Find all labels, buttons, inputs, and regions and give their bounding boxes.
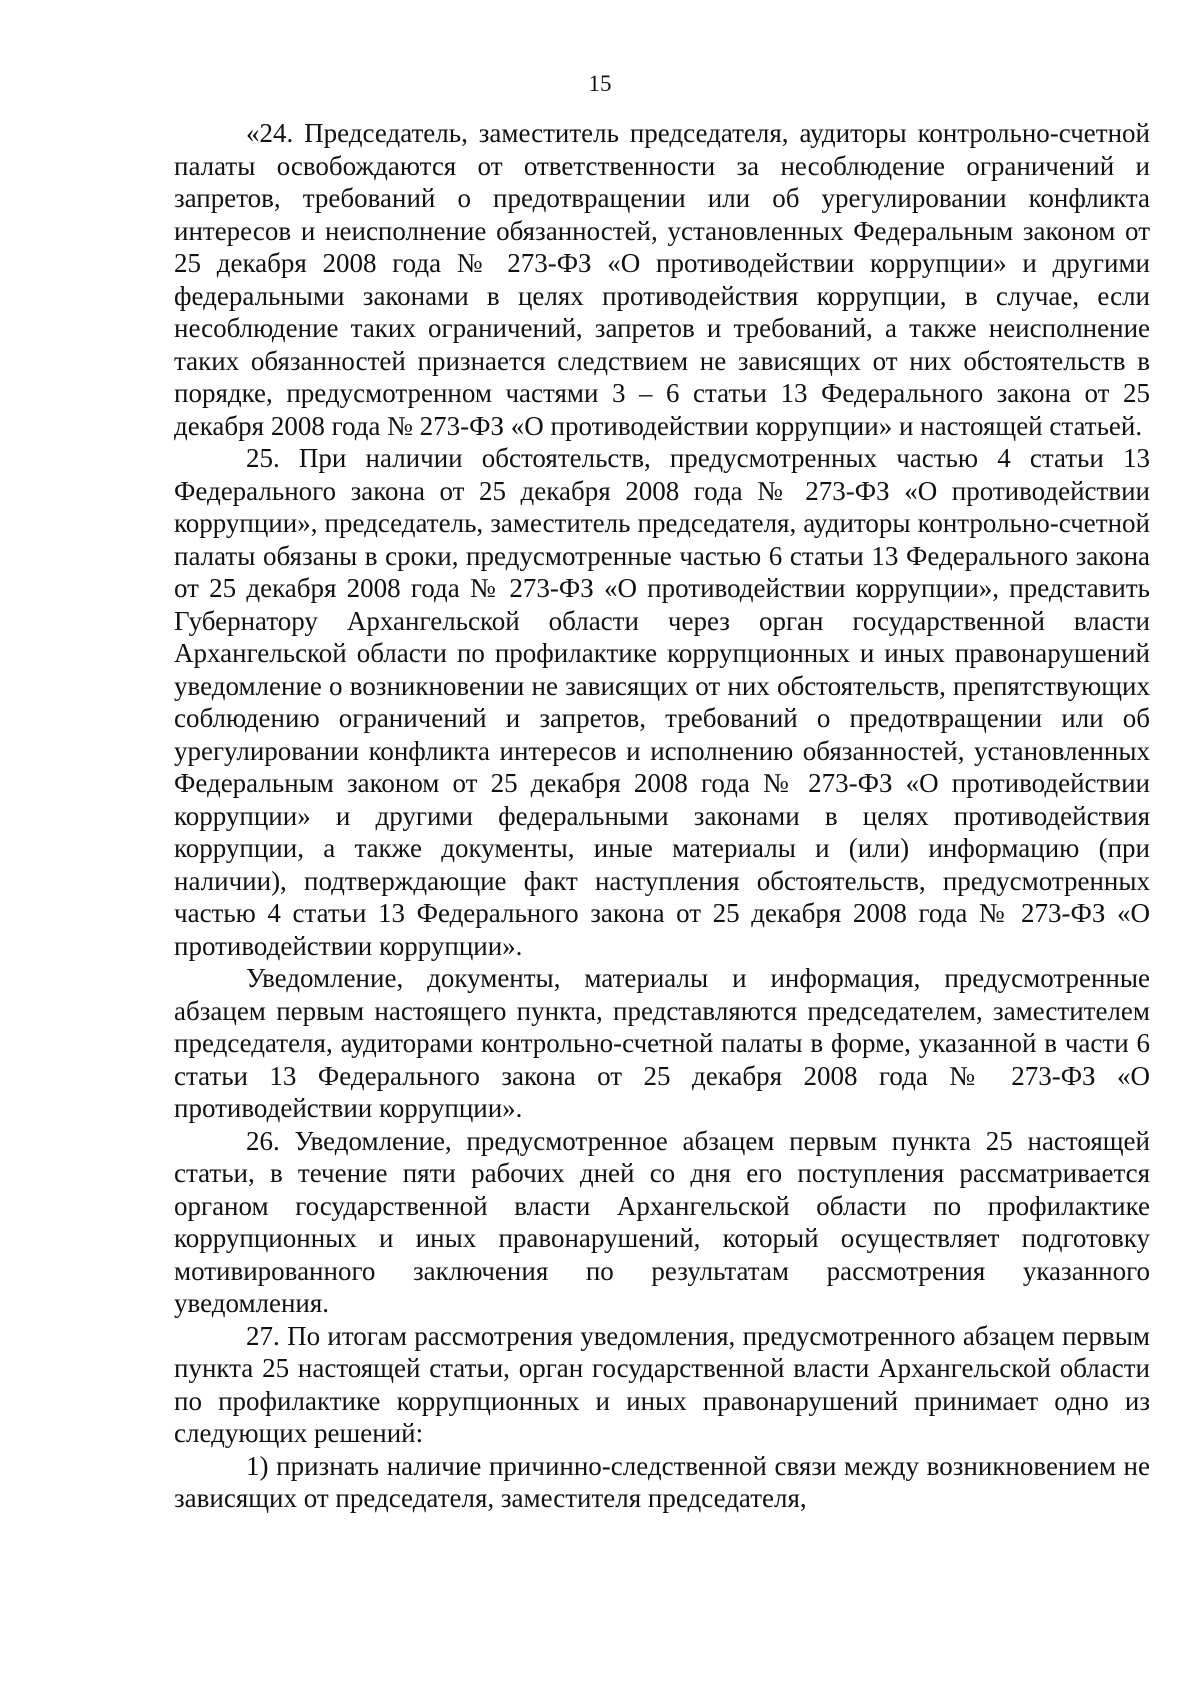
paragraph-item-26: 26. Уведомление, предусмотренное абзацем первым пункта 25 настоящей статьи, в течение пяти рабочих дней со дня его поступления рассматривается органом государственной власти Архангельской области по профилактике коррупционных и иных правонарушений, который осуществляет подготовку мотивированного заключения по результатам рассмотрения указанного уведомления.: [174, 1125, 1150, 1318]
document-body: [174, 117, 1150, 1515]
paragraph-subitem-1: 1) признать наличие причинно-следственной связи между возникновением не зависящих от председателя, заместителя председателя,: [174, 1450, 1150, 1513]
page-number: 15: [588, 71, 612, 96]
paragraph-item-25: 25. При наличии обстоятельств, предусмотренных частью 4 статьи 13 Федерального закона от 25 декабря 2008 года № 273-ФЗ «О противодействии коррупции», председатель, заместитель председателя, аудиторы контрольно-счетной палаты обязаны в сроки, предусмотренные частью 6 статьи 13 Федерального закона от 25 декабря 2008 года № 273-ФЗ «О противодействии коррупции», представить Губернатору Архангельской области через орган государственной власти Архангельской области по профилактике коррупционных и иных правонарушений уведомление о возникновении не зависящих от них обстоятельств, препятствующих соблюдению ограничений и запретов, требований о предотвращении или об урегулировании конфликта интересов и исполнению обязанностей, установленных Федеральным законом от 25 декабря 2008 года № 273-ФЗ «О противодействии коррупции» и другими федеральными законами в целях противодействия коррупции, а также документы, иные материалы и (или) информацию (при наличии), подтверждающие факт наступления обстоятельств, предусмотренных частью 4 статьи 13 Федерального закона от 25 декабря 2008 года № 273-ФЗ «О противодействии коррупции».: [174, 443, 1150, 961]
paragraph-item-27: 27. По итогам рассмотрения уведомления, предусмотренного абзацем первым пункта 25 настоящей статьи, орган государственной власти Архангельской области по профилактике коррупционных и иных правонарушений принимает одно из следующих решений:: [174, 1320, 1150, 1448]
paragraph-item-24: «24. Председатель, заместитель председателя, аудиторы контрольно-счетной палаты освобождаются от ответственности за несоблюдение ограничений и запретов, требований о предотвращении или об урегулировании конфликта интересов и неисполнение обязанностей, установленных Федеральным законом от 25 декабря 2008 года № 273-ФЗ «О противодействии коррупции» и другими федеральными законами в целях противодействия коррупции, в случае, если несоблюдение таких ограничений, запретов и требований, а также неисполнение таких обязанностей признается следствием не зависящих от них обстоятельств в порядке, предусмотренном частями 3 – 6 статьи 13 Федерального закона от 25 декабря 2008 года № 273-ФЗ «О противодействии коррупции» и настоящей статьей.: [174, 118, 1150, 441]
paragraph-item-25-second-indent: Уведомление, документы, материалы и информация, предусмотренные абзацем первым настоящего пункта, представляются председателем, заместителем председателя, аудиторами контрольно-счетной палаты в форме, указанной в части 6 статьи 13 Федерального закона от 25 декабря 2008 года № 273-ФЗ «О противодействии коррупции».: [174, 963, 1150, 1123]
